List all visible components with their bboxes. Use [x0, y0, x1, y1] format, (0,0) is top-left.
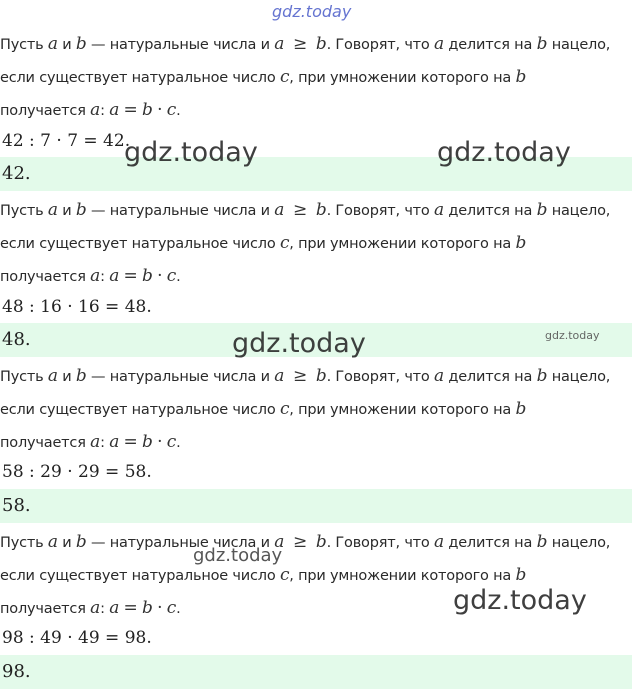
definition-line-1: Пусть a и b — натуральные числа и a ≥ b. Говорят, что a делится на b нацело, [0, 200, 611, 220]
watermark: gdz.today [453, 585, 587, 616]
watermark: gdz.today [545, 329, 600, 342]
answer-value: 48. [2, 329, 31, 350]
answer-value: 42. [2, 163, 31, 184]
calculation: 98 : 49 · 49 = 98. [2, 628, 152, 648]
watermark: gdz.today [437, 137, 571, 168]
calculation: 48 : 16 · 16 = 48. [2, 297, 152, 317]
answer-value: 58. [2, 495, 31, 516]
definition-line-1: Пусть a и b — натуральные числа и a ≥ b. Говорят, что a делится на b нацело, [0, 366, 611, 386]
watermark: gdz.today [193, 545, 283, 566]
answer-value: 98. [2, 661, 31, 682]
definition-line-2: если существует натуральное число c, при умножении которого на b [0, 233, 527, 253]
watermark: gdz.today [124, 137, 258, 168]
definition-line-3: получается a: a = b · c. [0, 100, 181, 120]
definition-line-2: если существует натуральное число c, при умножении которого на b [0, 399, 527, 419]
watermark-top: gdz.today [272, 2, 352, 21]
definition-line-3: получается a: a = b · c. [0, 432, 181, 452]
answer-box [0, 489, 632, 523]
definition-line-3: получается a: a = b · c. [0, 598, 181, 618]
calculation: 58 : 29 · 29 = 58. [2, 462, 152, 482]
calculation: 42 : 7 · 7 = 42. [2, 131, 131, 151]
definition-line-2: если существует натуральное число c, при умножении которого на b [0, 565, 527, 585]
definition-line-1: Пусть a и b — натуральные числа и a ≥ b. Говорят, что a делится на b нацело, [0, 532, 611, 552]
answer-box [0, 655, 632, 689]
definition-line-2: если существует натуральное число c, при умножении которого на b [0, 67, 527, 87]
definition-line-1: Пусть a и b — натуральные числа и a ≥ b. Говорят, что a делится на b нацело, [0, 34, 611, 54]
definition-line-3: получается a: a = b · c. [0, 266, 181, 286]
watermark: gdz.today [232, 328, 366, 359]
